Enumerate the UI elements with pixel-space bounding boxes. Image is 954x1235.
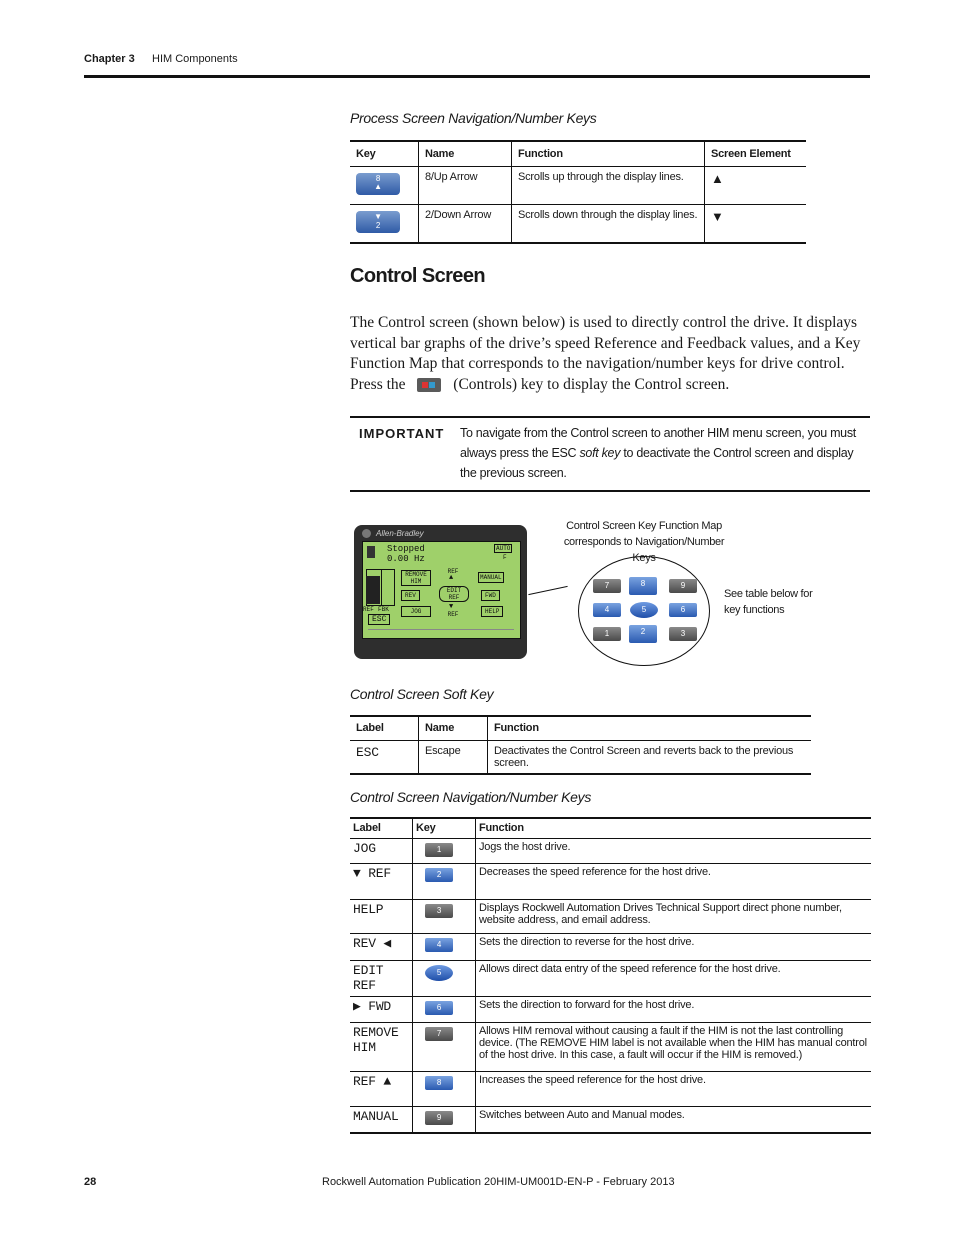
table-row: REV ◀ 4 Sets the direction to reverse for the host drive.	[350, 933, 871, 960]
map-help: HELP	[481, 606, 503, 617]
map-edit-ref: EDIT REF	[439, 586, 469, 602]
section-label: HIM Components	[152, 53, 238, 65]
table-row: ESC Escape Deactivates the Control Screen and reverts back to the previous screen.	[350, 740, 811, 774]
lcd-screen	[362, 541, 521, 639]
table-row: ▼ 2 2/Down Arrow Scrolls down through the display lines. ▼	[350, 204, 806, 243]
key-6-icon: 6	[425, 1001, 453, 1015]
col-screen-element: Screen Element	[705, 141, 807, 166]
key-5-icon: 5	[425, 965, 453, 981]
see-table-note: See table below for key functions	[724, 588, 813, 616]
map-remove-him: REMOVE HIM	[401, 570, 431, 586]
header-rule	[84, 75, 870, 78]
map-caption: Control Screen Key Function Map corresponds to Navigation/Number Keys	[563, 520, 725, 564]
key-1-icon: 1	[425, 843, 453, 857]
map-rev: REV	[401, 590, 420, 601]
keypad-circle	[578, 556, 710, 666]
table-row: ▼ REF 2 Decreases the speed reference for the host drive.	[350, 863, 871, 899]
controls-key-icon	[417, 378, 441, 392]
esc-softkey-label: ESC	[368, 614, 390, 625]
process-keys-table	[350, 140, 806, 244]
table-row: HELP 3 Displays Rockwell Automation Drives Technical Support direct phone number, website address, and email address.	[350, 899, 871, 933]
map-ref-down: REF	[447, 611, 459, 618]
section-paragraph: The Control screen (shown below) is used to directly control the drive. It displays vertical bar graphs of the drive’s speed Reference and Feedback values, and a Key Function Map that corresponds to the navigation/number keys for drive control. Press the (Controls) key to display the Control screen.	[350, 314, 861, 393]
table-row: REMOVE HIM 7 Allows HIM removal without causing a fault if the HIM is not the last controlling device. (The REMOVE HIM label is not available when the HIM has manual control of the host drive. In this case, a fault will occur if the HIM is removed.)	[350, 1022, 871, 1071]
keypad-8: 8	[629, 577, 657, 595]
up-triangle-icon: ▲	[705, 166, 807, 204]
publication-info: Rockwell Automation Publication 20HIM-UM001D-EN-P - February 2013	[322, 1176, 675, 1188]
brand-label: Allen-Bradley	[376, 529, 424, 538]
down-triangle-icon: ▼	[705, 204, 807, 243]
map-jog: JOG	[401, 606, 431, 617]
keypad-4: 4	[593, 603, 621, 617]
soft-key-table: Label Name Function ESC Escape Deactivates the Control Screen and reverts back to the previous screen.	[350, 715, 811, 775]
keypad-1: 1	[593, 627, 621, 641]
nav-keys-table: Label Key Function JOG 1 Jogs the host drive. ▼ REF 2 Decreases the speed reference for the host drive. HELP 3 Displays Rockwell Automation Drives Technical Support direct phone number, website address, and email address. REV ◀ 4 Sets the direction to reverse for the host drive. EDIT REF 5 Allows direct data entry of the speed reference for the host drive. ▶ FWD 6 Sets the direction to forward for the host drive. REMOVE HIM 7 Allows HIM removal without causing a fault if the HIM is not the last controlling device. (The REMOVE HIM label is not available when the HIM has manual control of the host drive. In this case, a fault will occur if the HIM is removed.) REF ▲ 8 Increases the speed reference for the host drive. MANUAL 9 Switches between Auto and Manual modes.	[350, 817, 871, 1134]
key-9-icon: 9	[425, 1111, 453, 1125]
auto-indicator: AUTO	[496, 545, 511, 552]
map-fwd: FWD	[481, 590, 500, 601]
key-2-icon: 2	[425, 868, 453, 882]
key-8-icon: 8	[425, 1076, 453, 1090]
col-key: Key	[350, 141, 419, 166]
page-number: 28	[84, 1176, 97, 1188]
chapter-label: Chapter 3	[84, 53, 135, 65]
fbk-bar-graph	[381, 569, 395, 606]
table-row: ▶ FWD 6 Sets the direction to forward for the host drive.	[350, 996, 871, 1022]
important-label: IMPORTANT	[359, 426, 445, 441]
fbk-bar-label: FBK	[378, 606, 389, 613]
table2-caption: Control Screen Soft Key	[350, 686, 494, 702]
freq-text: 0.00 Hz	[387, 554, 425, 564]
map-manual: MANUAL	[480, 574, 502, 581]
down-arrow-key-icon: ▼ 2	[356, 211, 400, 233]
table-row: 8 ▲ 8/Up Arrow Scrolls up through the display lines. ▲	[350, 166, 806, 204]
section-title: Control Screen	[350, 265, 485, 287]
softkey-row	[368, 629, 514, 636]
keypad-5: 5	[630, 602, 658, 618]
map-ref-up: REF	[447, 568, 459, 575]
map-down-arrow-icon: ▼	[449, 603, 454, 611]
table-row: REF ▲ 8 Increases the speed reference for the host drive.	[350, 1071, 871, 1106]
important-text: To navigate from the Control screen to another HIM menu screen, you must always press the ESC soft key to deactivate the Control screen and display the previous screen.	[460, 426, 856, 480]
keypad-2: 2	[629, 625, 657, 643]
him-device	[354, 525, 527, 659]
up-arrow-key-icon: 8 ▲	[356, 173, 400, 195]
key-3-icon: 3	[425, 904, 453, 918]
col-function: Function	[512, 141, 705, 166]
table-row: JOG 1 Jogs the host drive.	[350, 838, 871, 863]
table3-caption: Control Screen Navigation/Number Keys	[350, 789, 592, 805]
status-indicator-icon	[367, 546, 375, 558]
ref-bar-label: REF	[363, 606, 374, 613]
keypad-6: 6	[669, 603, 697, 617]
ref-bar-fill	[366, 576, 380, 604]
direction-indicator: F	[503, 554, 507, 561]
table1-caption: Process Screen Navigation/Number Keys	[350, 110, 597, 126]
callout-line	[528, 586, 567, 595]
keypad-7: 7	[593, 579, 621, 593]
ab-logo-icon	[362, 529, 371, 538]
keypad-3: 3	[669, 627, 697, 641]
keypad-9: 9	[669, 579, 697, 593]
map-up-arrow-icon: ▲	[449, 574, 454, 582]
col-name: Name	[419, 141, 512, 166]
status-text: Stopped	[387, 544, 425, 554]
table-row: EDIT REF 5 Allows direct data entry of the speed reference for the host drive.	[350, 960, 871, 996]
table-row: MANUAL 9 Switches between Auto and Manual modes.	[350, 1106, 871, 1133]
key-7-icon: 7	[425, 1027, 453, 1041]
key-4-icon: 4	[425, 938, 453, 952]
